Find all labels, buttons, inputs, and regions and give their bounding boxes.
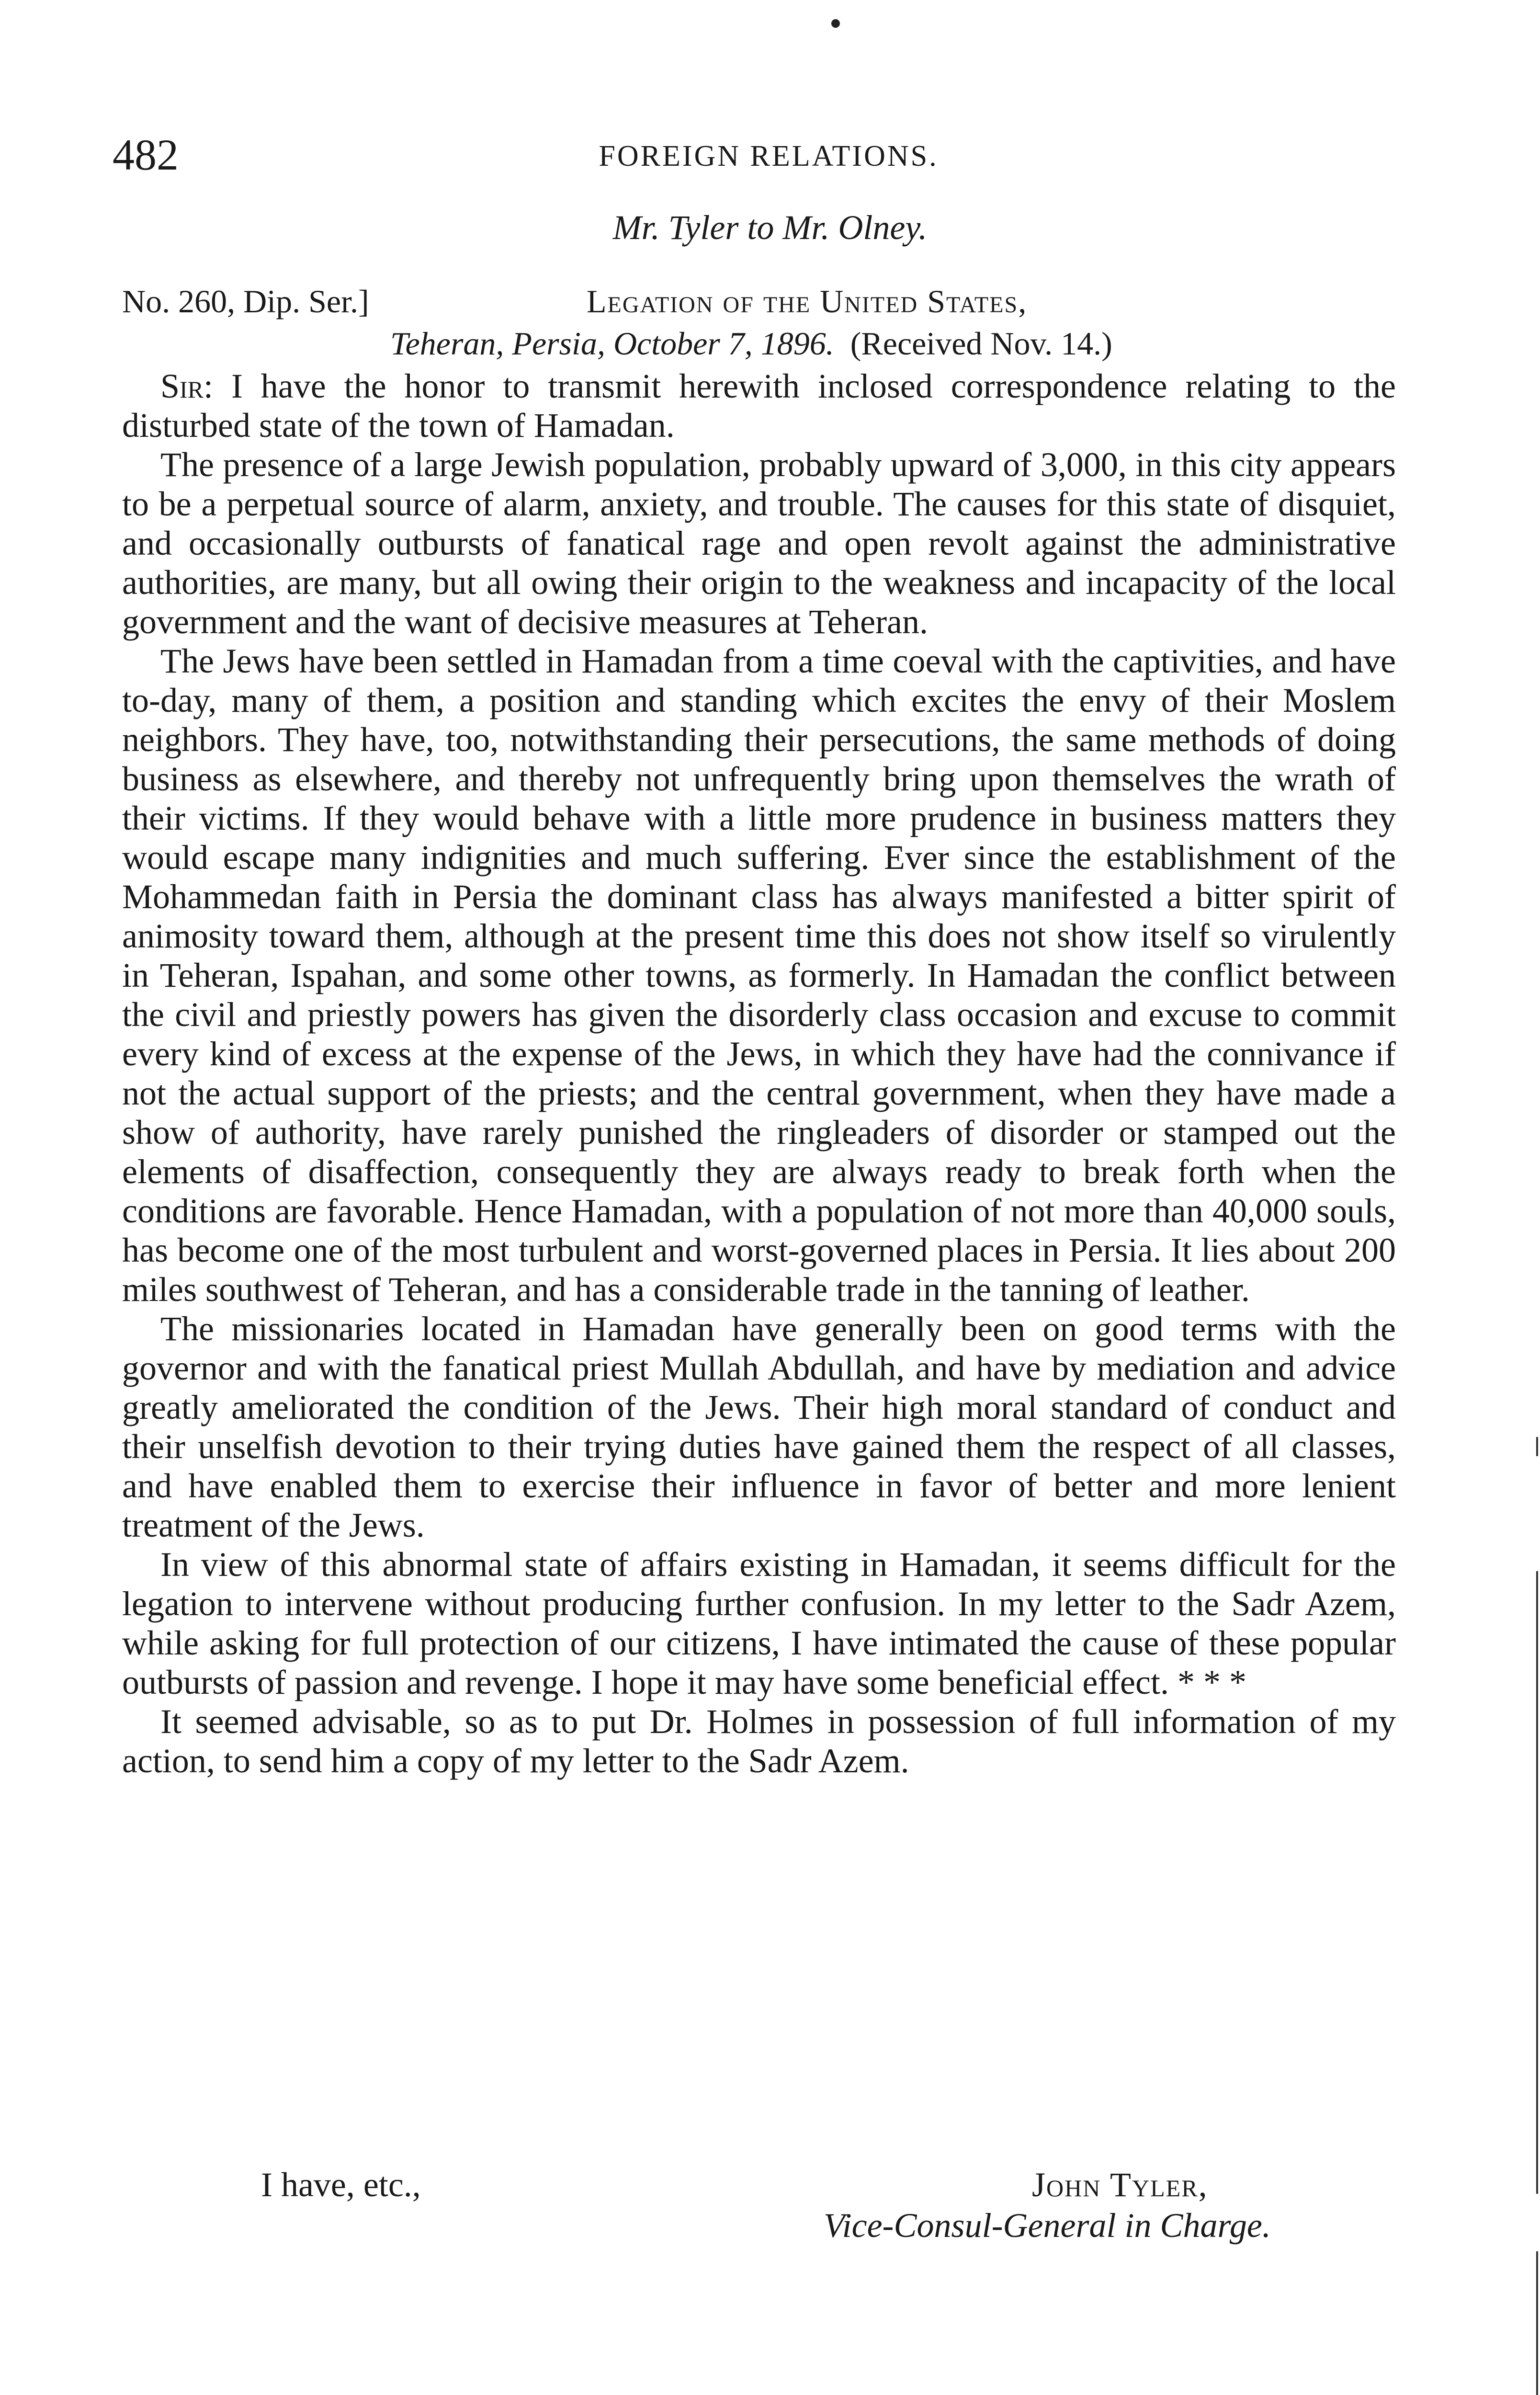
- letter-body: [122, 366, 1396, 1780]
- signatory-position: Vice-Consul-General in Charge.: [824, 2206, 1271, 2245]
- scan-edge-line-lower: [1536, 2251, 1538, 2395]
- letter-title: Mr. Tyler to Mr. Olney.: [612, 208, 928, 247]
- paragraph-5: In view of this abnormal state of affairs existing in Hamadan, it seems difficult for the legation to intervene without producing further confusion. In my letter to the Sadr Azem, while asking for full protection of our citizens, I have intimated the cause of these popular outbursts of passion and revenge. I hope it may have some beneficial effect. * * *: [122, 1545, 1396, 1701]
- page-number: 482: [113, 130, 179, 179]
- scan-edge-mark: [1536, 1437, 1538, 1456]
- signatory-name: John Tyler,: [1032, 2166, 1208, 2204]
- page-header: [113, 128, 1425, 181]
- paragraph-4: The missionaries located in Hamadan have generally been on good terms with the governor and with the fanatical priest Mullah Abdullah, and have by mediation and advice greatly ameliorated the condition of the Jews. Their high moral standard of conduct and their unselfish devotion to their trying duties have gained them the respect of all classes, and have enabled them to exercise their influence in favor of better and more lenient treatment of the Jews.: [122, 1310, 1396, 1544]
- closing-block: [122, 2165, 1396, 2261]
- dateline: [122, 280, 1348, 365]
- scan-edge-line: [1536, 1571, 1538, 2194]
- running-head: FOREIGN RELATIONS.: [599, 140, 939, 172]
- ink-dot: [831, 19, 840, 28]
- received-date: (Received Nov. 14.): [850, 325, 1112, 362]
- paragraph-1: [122, 366, 1396, 445]
- salutation: Sir:: [160, 367, 214, 405]
- paragraph-3: The Jews have been settled in Hamadan from a time coeval with the captivities, and have to-day, many of them, a position and standing which excites the envy of their Moslem neighbors. They have, too, notwithstanding their persecutions, the same methods of doing business as elsewhere, and thereby not unfrequently bring upon themselves the wrath of their victims. If they would behave with a little more prudence in business matters they would escape many indignities and much suffering. Ever since the establishment of the Mohammedan faith in Persia the dominant class has always manifested a bitter spirit of animosity toward them, although at the present time this does not show itself so virulently in Teheran, Ispahan, and some other towns, as formerly. In Hamadan the conflict between the civil and priestly powers has given the disorderly class occasion and excuse to commit every kind of excess at the expense of the Jews, in which they have had the connivance if not the actual support of the priests; and the central government, when they have made a show of authority, have rarely punished the ringleaders of disorder or stamped out the elements of disaffection, consequently they are always ready to break forth when the conditions are favorable. Hence Hamadan, with a population of not more than 40,000 souls, has become one of the most turbulent and worst-governed places in Persia. It lies about 200 miles southwest of Teheran, and has a considerable trade in the tanning of leather.: [122, 642, 1396, 1309]
- complimentary-close: I have, etc.,: [261, 2166, 421, 2204]
- place-date-text: Teheran, Persia, October 7, 1896.: [390, 325, 834, 362]
- paragraph-1-text: I have the honor to transmit herewith inclosed correspondence relating to the disturbed state of the town of Hamadan.: [122, 367, 1396, 445]
- place-and-date: [390, 322, 1112, 365]
- paragraph-2: The presence of a large Jewish population, probably upward of 3,000, in this city appears to be a perpetual source of alarm, anxiety, and trouble. The causes for this state of disquiet, and occasionally outbursts of fanatical rage and open revolt against the administrative authorities, are many, but all owing their origin to the weakness and incapacity of the local government and the want of decisive measures at Teheran.: [122, 445, 1396, 641]
- paragraph-6: It seemed advisable, so as to put Dr. Holmes in possession of full information of my action, to send him a copy of my letter to the Sadr Azem.: [122, 1702, 1396, 1780]
- dispatch-reference: No. 260, Dip. Ser.]: [122, 283, 369, 319]
- legation-name: Legation of the United States,: [587, 283, 1028, 319]
